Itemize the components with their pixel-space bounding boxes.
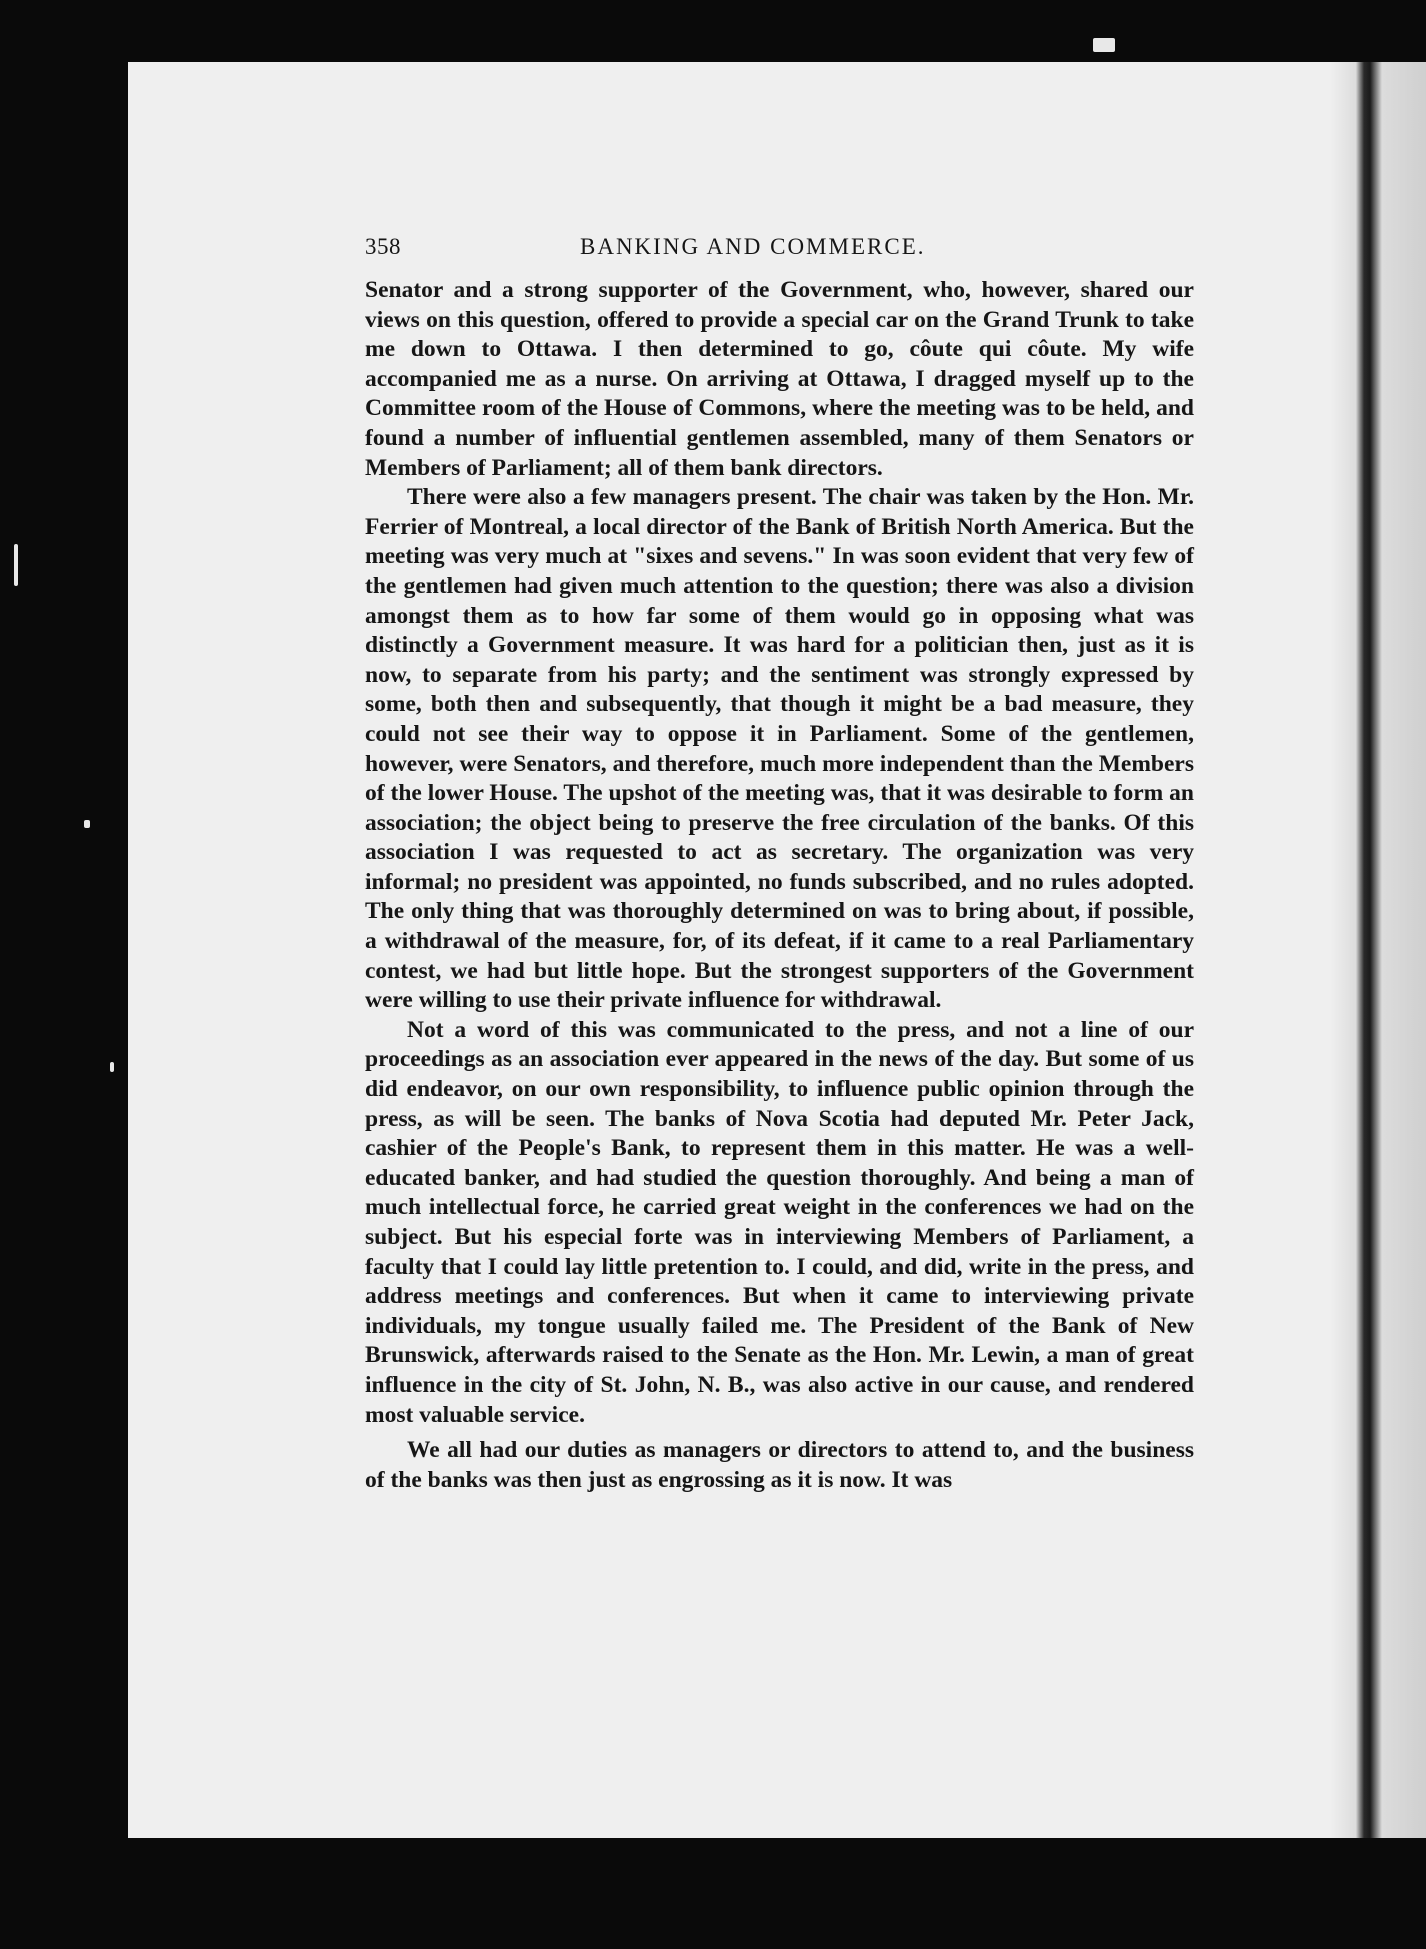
scan-speck <box>1093 38 1115 52</box>
running-head <box>365 232 1194 264</box>
facing-page-edge <box>1356 62 1426 1838</box>
running-title: BANKING AND COMMERCE. <box>580 234 926 259</box>
page-number: 358 <box>365 234 401 259</box>
scan-speck <box>84 820 90 828</box>
paragraph: Senator and a strong supporter of the Government, who, however, shared our views on this question, offered to provide a special car on the Grand Trunk to take me down to Ottawa. I then determined to go, côute qui côute. My wife accompanied me as a nurse. On arriving at Ottawa, I dragged myself up to the Committee room of the House of Commons, where the meeting was to be held, and found a number of influential gentlemen assembled, many of them Senators or Members of Parliament; all of them bank directors. <box>365 277 1194 481</box>
paragraph: There were also a few managers present. The chair was taken by the Hon. Mr. Ferrier of Montreal, a local director of the Bank of British North America. But the meeting was very much at "sixes and sevens." In was soon evident that very few of the gentlemen had given much attention to the question; there was also a division amongst them as to how far some of them would go in opposing what was distinctly a Government measure. It was hard for a politician then, just as it is now, to separate from his party; and the sentiment was strongly expressed by some, both then and subsequently, that though it might be a bad measure, they could not see their way to oppose it in Parliament. Some of the gentlemen, however, were Senators, and therefore, much more independent than the Members of the lower House. The upshot of the meeting was, that it was desirable to form an association; the object being to preserve the free circulation of the banks. Of this association I was requested to act as secretary. The organization was very informal; no president was appointed, no funds subscribed, and no rules adopted. The only thing that was thoroughly determined on was to bring about, if possible, a withdrawal of the measure, for, of its defeat, if it came to a real Parliamentary contest, we had but little hope. But the strongest supporters of the Government were willing to use their private influence for withdrawal. <box>365 484 1194 1014</box>
page-text <box>365 232 1194 1495</box>
scan-speck <box>110 1062 114 1072</box>
paragraph: We all had our duties as managers or directors to attend to, and the business of the banks was then just as engrossing as it is now. It was <box>365 1437 1194 1493</box>
scan-speck <box>14 544 18 586</box>
gutter-shadow <box>1330 62 1356 1838</box>
paragraph: Not a word of this was communicated to the press, and not a line of our proceedings as an association ever appeared in the news of the day. But some of us did endeavor, on our own responsibility, to influence public opinion through the press, as will be seen. The banks of Nova Scotia had deputed Mr. Peter Jack, cashier of the People's Bank, to represent them in this matter. He was a well-educated banker, and had studied the question thoroughly. And being a man of much intellectual force, he carried great weight in the conferences we had on the subject. But his especial forte was in interviewing Members of Parliament, a faculty that I could lay little pretention to. I could, and did, write in the press, and address meetings and conferences. But when it came to interviewing private individuals, my tongue usually failed me. The President of the Bank of New Brunswick, afterwards raised to the Senate as the Hon. Mr. Lewin, a man of great influence in the city of St. John, N. B., was also active in our cause, and rendered most valuable service. <box>365 1016 1194 1428</box>
